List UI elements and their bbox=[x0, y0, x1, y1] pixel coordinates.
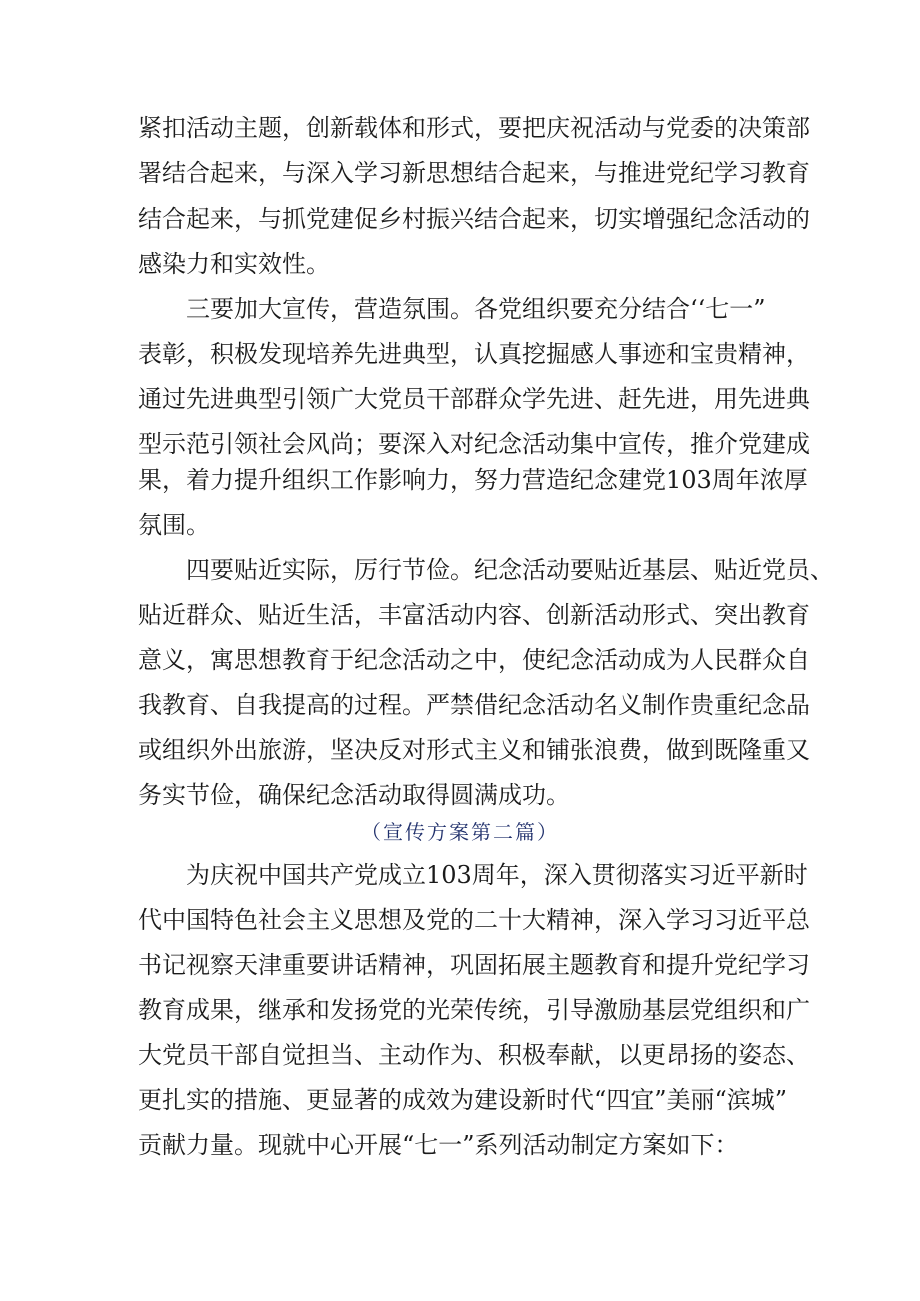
paragraph-1-line-2: 署结合起来，与深入学习新思想结合起来，与推进党纪学习教育 bbox=[138, 159, 810, 187]
paragraph-2-line-5: 果，着力提升组织工作影响力，努力营造纪念建党103周年浓厚 bbox=[138, 466, 808, 494]
paragraph-3-line-1: 四要贴近实际，厉行节俭。纪念活动要贴近基层、贴近党员、 bbox=[138, 556, 834, 584]
paragraph-1-line-3: 结合起来，与抓党建促乡村振兴结合起来，切实增强纪念活动的 bbox=[138, 205, 810, 233]
section-paragraph-line-3: 书记视察天津重要讲话精神，巩固拓展主题教育和提升党纪学习 bbox=[138, 951, 810, 979]
section-paragraph-line-5: 大党员干部自觉担当、主动作为、积极奉献，以更昂扬的姿态、 bbox=[138, 1041, 810, 1069]
section-paragraph-line-1: 为庆祝中国共产党成立103周年，深入贯彻落实习近平新时 bbox=[138, 861, 808, 889]
paragraph-3-line-5: 或组织外出旅游，坚决反对形式主义和铺张浪费，做到既隆重又 bbox=[138, 736, 810, 764]
paragraph-2-line-6: 氛围。 bbox=[138, 511, 210, 539]
paragraph-3-line-6: 务实节俭，确保纪念活动取得圆满成功。 bbox=[138, 781, 570, 809]
section-paragraph-line-4: 教育成果，继承和发扬党的光荣传统，引导激励基层党组织和广 bbox=[138, 996, 810, 1024]
section-paragraph-line-7: 贡献力量。现就中心开展“七一”系列活动制定方案如下： bbox=[138, 1131, 739, 1159]
section-paragraph-line-2: 代中国特色社会主义思想及党的二十大精神，深入学习习近平总 bbox=[138, 906, 810, 934]
paragraph-1-line-1: 紧扣活动主题，创新载体和形式，要把庆祝活动与党委的决策部 bbox=[138, 114, 810, 142]
paragraph-1-line-4: 感染力和实效性。 bbox=[138, 250, 330, 278]
paragraph-3-line-3: 意义，寓思想教育于纪念活动之中，使纪念活动成为人民群众自 bbox=[138, 646, 810, 674]
paragraph-3-line-2: 贴近群众、贴近生活，丰富活动内容、创新活动形式、突出教育 bbox=[138, 601, 810, 629]
section-paragraph-line-6: 更扎实的措施、更显著的成效为建设新时代“四宜”美丽“滨城” bbox=[138, 1086, 788, 1114]
paragraph-2-line-4: 型示范引领社会风尚；要深入对纪念活动集中宣传，推介党建成 bbox=[138, 430, 810, 458]
paragraph-2-line-1: 三要加大宣传，营造氛围。各党组织要充分结合‘‘七一” bbox=[138, 295, 766, 323]
section-heading: （宣传方案第二篇） bbox=[361, 820, 559, 844]
paragraph-3-line-4: 我教育、自我提高的过程。严禁借纪念活动名义制作贵重纪念品 bbox=[138, 691, 810, 719]
paragraph-2-line-2: 表彰，积极发现培养先进典型，认真挖掘感人事迹和宝贵精神， bbox=[138, 340, 810, 368]
paragraph-2-line-3: 通过先进典型引领广大党员干部群众学先进、赶先进，用先进典 bbox=[138, 385, 810, 413]
